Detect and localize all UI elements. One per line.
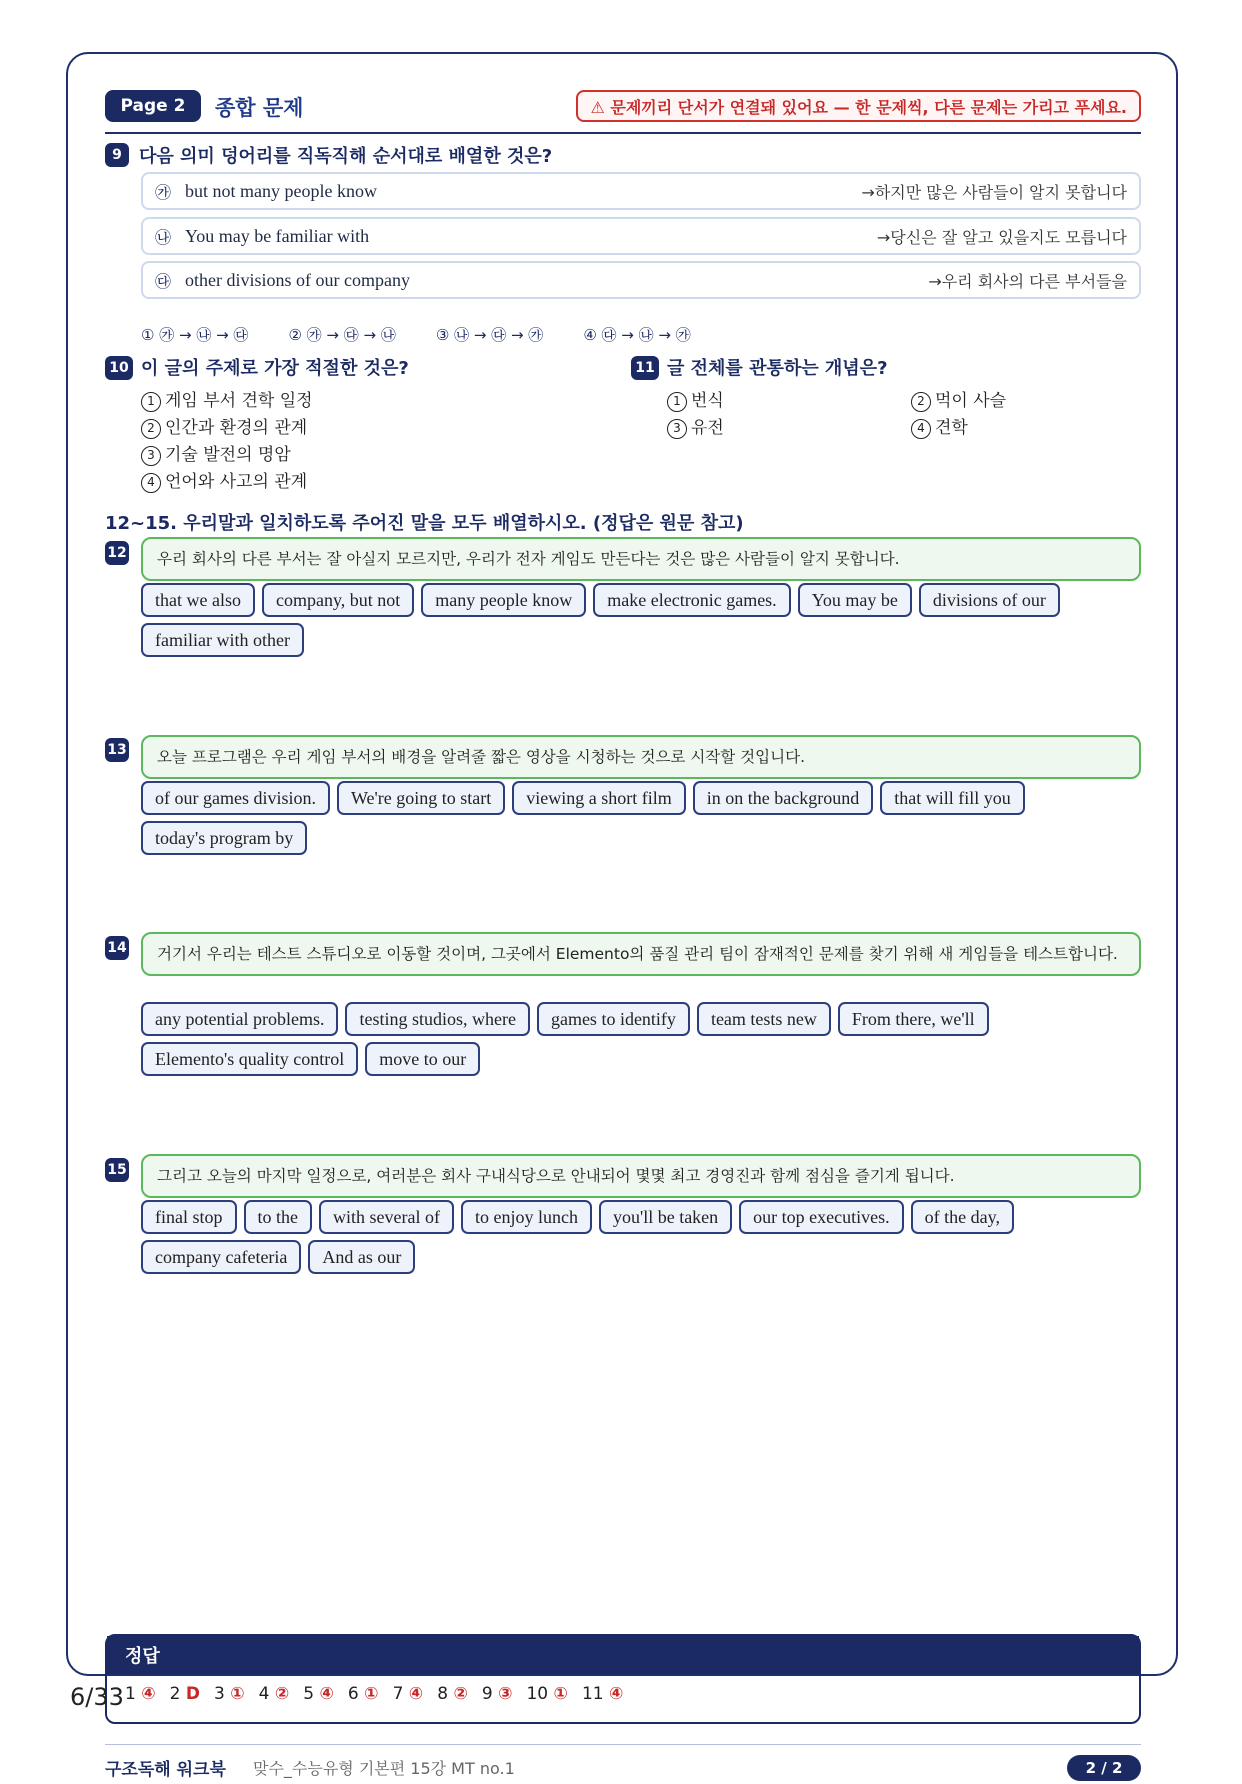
- answer-key: [105, 1634, 1141, 1724]
- order-option[interactable]: ④ ㉰ → ㉯ → ㉮: [583, 326, 691, 344]
- phrase-marker: ㉯: [155, 227, 172, 247]
- answer-item: 7 ④: [392, 1684, 424, 1704]
- page-label: Page 2: [105, 90, 201, 122]
- phrase-korean: →우리 회사의 다른 부서들을: [928, 271, 1127, 291]
- word-chip[interactable]: We're going to start: [337, 781, 505, 815]
- q15-badge: 15: [105, 1158, 129, 1182]
- footer-page-indicator: 2 / 2: [1067, 1755, 1141, 1781]
- phrase-marker: ㉰: [155, 271, 172, 291]
- q11-option[interactable]: 1 번식: [667, 386, 724, 412]
- q11-option[interactable]: 2 먹이 사슬: [911, 386, 1006, 412]
- word-chip[interactable]: to the: [244, 1200, 313, 1234]
- page-header: [105, 90, 1141, 134]
- q14-badge: 14: [105, 936, 129, 960]
- order-option[interactable]: ① ㉮ → ㉯ → ㉰: [141, 326, 249, 344]
- q11-option[interactable]: 3 유전: [667, 413, 724, 439]
- word-chip[interactable]: today's program by: [141, 821, 307, 855]
- word-chip[interactable]: final stop: [141, 1200, 237, 1234]
- footer-brand: 구조독해 워크북: [105, 1760, 226, 1780]
- q12-word-chips: [141, 583, 1141, 657]
- word-chip[interactable]: games to identify: [537, 1002, 690, 1036]
- page-footer: [105, 1744, 1141, 1784]
- answer-item: 5 ④: [303, 1684, 334, 1704]
- word-chip[interactable]: with several of: [319, 1200, 454, 1234]
- q14-word-chips: [141, 1002, 1141, 1076]
- q12-badge: 12: [105, 541, 129, 565]
- q10-title: 이 글의 주제로 가장 적절한 것은?: [141, 358, 409, 379]
- q9-phrase: [141, 172, 1141, 210]
- word-chip[interactable]: that will fill you: [880, 781, 1025, 815]
- q10-option[interactable]: 4 언어와 사고의 관계: [141, 467, 307, 493]
- word-chip[interactable]: to enjoy lunch: [461, 1200, 592, 1234]
- answer-item: 9 ③: [481, 1684, 513, 1704]
- word-chip[interactable]: of our games division.: [141, 781, 330, 815]
- order-option[interactable]: ② ㉮ → ㉰ → ㉯: [288, 326, 396, 344]
- phrase-english: other divisions of our company: [185, 269, 410, 290]
- q10-option[interactable]: 1 게임 부서 견학 일정: [141, 386, 313, 412]
- word-chip[interactable]: From there, we'll: [838, 1002, 989, 1036]
- q13-word-chips: [141, 781, 1141, 855]
- word-chip[interactable]: many people know: [421, 583, 586, 617]
- order-option[interactable]: ③ ㉯ → ㉰ → ㉮: [435, 326, 544, 344]
- q14-korean-sentence: 거기서 우리는 테스트 스튜디오로 이동할 것이며, 그곳에서 Elemento의 품질 관리 팀이 잠재적인 문제를 찾기 위해 새 게임들을 테스트합니다.: [141, 932, 1141, 976]
- phrase-marker: ㉮: [155, 182, 172, 202]
- answer-item: 2 D: [169, 1684, 200, 1704]
- q13-badge: 13: [105, 738, 129, 762]
- phrase-korean: →하지만 많은 사람들이 알지 못합니다: [861, 182, 1127, 202]
- q9-order-options: [141, 324, 691, 345]
- answer-item: 4 ②: [258, 1684, 290, 1704]
- word-chip[interactable]: company cafeteria: [141, 1240, 301, 1274]
- q13-korean-sentence: 오늘 프로그램은 우리 게임 부서의 배경을 알려줄 짧은 영상을 시청하는 것으로 시작할 것입니다.: [141, 735, 1141, 779]
- word-chip[interactable]: testing studios, where: [345, 1002, 529, 1036]
- answer-item: 8 ②: [437, 1684, 468, 1704]
- answer-item: 11 ④: [581, 1684, 624, 1704]
- word-chip[interactable]: in on the background: [693, 781, 873, 815]
- q9-phrase: [141, 261, 1141, 299]
- answer-item: 10 ①: [526, 1684, 568, 1704]
- word-chip[interactable]: of the day,: [911, 1200, 1014, 1234]
- q11-badge: 11: [631, 356, 659, 380]
- q10-option[interactable]: 3 기술 발전의 명암: [141, 440, 291, 466]
- answer-item: 6 ①: [347, 1684, 379, 1704]
- word-chip[interactable]: our top executives.: [739, 1200, 903, 1234]
- footer-subtitle: 맞수_수능유형 기본편 15강 MT no.1: [253, 1759, 515, 1778]
- phrase-korean: →당신은 잘 알고 있을지도 모릅니다: [876, 227, 1127, 247]
- word-chip[interactable]: that we also: [141, 583, 255, 617]
- word-chip[interactable]: You may be: [798, 583, 912, 617]
- section-instructions: 12~15. 우리말과 일치하도록 주어진 말을 모두 배열하시오. (정답은 원문 참고): [105, 513, 744, 534]
- word-chip[interactable]: you'll be taken: [599, 1200, 732, 1234]
- word-chip[interactable]: viewing a short film: [512, 781, 685, 815]
- q10-option[interactable]: 2 인간과 환경의 관계: [141, 413, 307, 439]
- q9-phrase: [141, 217, 1141, 255]
- answer-item: 3 ①: [214, 1684, 245, 1704]
- answer-key-title: 정답: [107, 1636, 1139, 1674]
- page-title: 종합 문제: [215, 96, 304, 120]
- warning-banner: ⚠ 문제끼리 단서가 연결돼 있어요 — 한 문제씩, 다른 문제는 가리고 푸세요.: [576, 90, 1141, 122]
- answer-item: 1 ④: [125, 1684, 156, 1704]
- document-page-counter: 6/33: [70, 1683, 124, 1711]
- word-chip[interactable]: any potential problems.: [141, 1002, 338, 1036]
- word-chip[interactable]: make electronic games.: [593, 583, 790, 617]
- word-chip[interactable]: And as our: [308, 1240, 415, 1274]
- answer-list: [107, 1674, 1139, 1714]
- word-chip[interactable]: familiar with other: [141, 623, 304, 657]
- phrase-english: You may be familiar with: [185, 225, 370, 246]
- word-chip[interactable]: company, but not: [262, 583, 414, 617]
- word-chip[interactable]: team tests new: [697, 1002, 831, 1036]
- q9-badge: 9: [105, 143, 129, 167]
- q15-korean-sentence: 그리고 오늘의 마지막 일정으로, 여러분은 회사 구내식당으로 안내되어 몇몇 최고 경영진과 함께 점심을 즐기게 됩니다.: [141, 1154, 1141, 1198]
- word-chip[interactable]: divisions of our: [919, 583, 1060, 617]
- q9-title: 다음 의미 덩어리를 직독직해 순서대로 배열한 것은?: [139, 146, 553, 167]
- q15-word-chips: [141, 1200, 1141, 1274]
- q10-badge: 10: [105, 356, 133, 380]
- word-chip[interactable]: Elemento's quality control: [141, 1042, 358, 1076]
- q11-title: 글 전체를 관통하는 개념은?: [667, 358, 888, 379]
- q12-korean-sentence: 우리 회사의 다른 부서는 잘 아실지 모르지만, 우리가 전자 게임도 만든다는 것은 많은 사람들이 알지 못합니다.: [141, 537, 1141, 581]
- q11-option[interactable]: 4 견학: [911, 413, 968, 439]
- phrase-english: but not many people know: [185, 180, 377, 201]
- word-chip[interactable]: move to our: [365, 1042, 480, 1076]
